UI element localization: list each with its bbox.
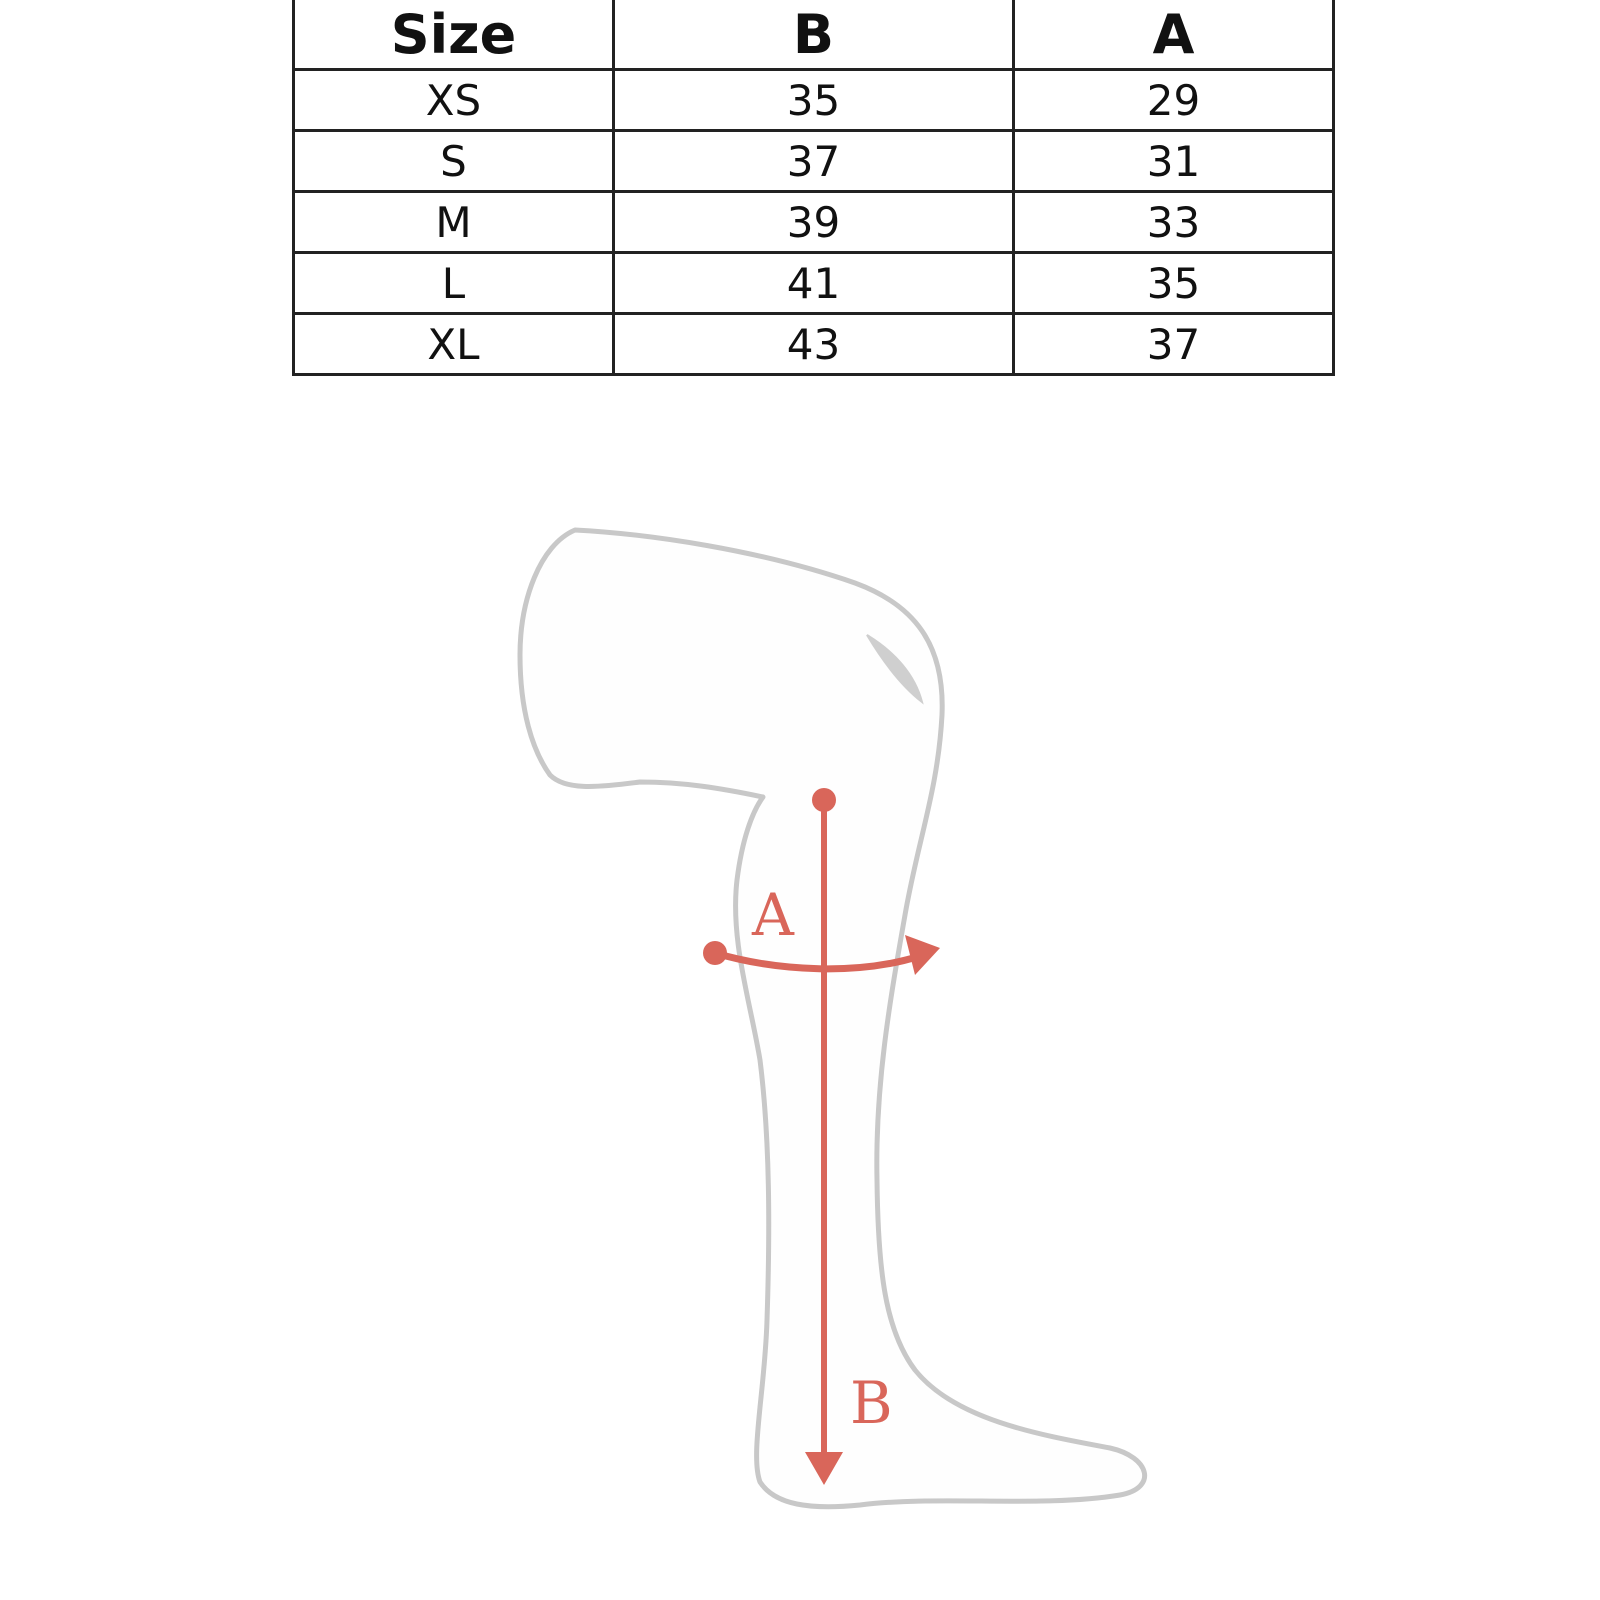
a-value-cell: 35 [1014, 253, 1334, 314]
label-b: B [850, 1369, 893, 1437]
length-measure-start-dot [812, 788, 836, 812]
b-value-cell: 43 [614, 314, 1014, 375]
header-a: A [1014, 0, 1334, 70]
a-value-cell: 37 [1014, 314, 1334, 375]
a-value-cell: 31 [1014, 131, 1334, 192]
size-cell: XS [294, 70, 614, 131]
b-value-cell: 39 [614, 192, 1014, 253]
header-b: B [614, 0, 1014, 70]
a-value-cell: 33 [1014, 192, 1334, 253]
b-value-cell: 37 [614, 131, 1014, 192]
size-cell: M [294, 192, 614, 253]
size-cell: XL [294, 314, 614, 375]
a-value-cell: 29 [1014, 70, 1334, 131]
leg-outline [520, 530, 1145, 1507]
label-a: A [752, 881, 794, 949]
b-value-cell: 35 [614, 70, 1014, 131]
circumference-measure-arrowhead [905, 935, 940, 975]
header-size: Size [294, 0, 614, 70]
size-cell: L [294, 253, 614, 314]
b-value-cell: 41 [614, 253, 1014, 314]
size-cell: S [294, 131, 614, 192]
circumference-measure-start-dot [703, 941, 727, 965]
